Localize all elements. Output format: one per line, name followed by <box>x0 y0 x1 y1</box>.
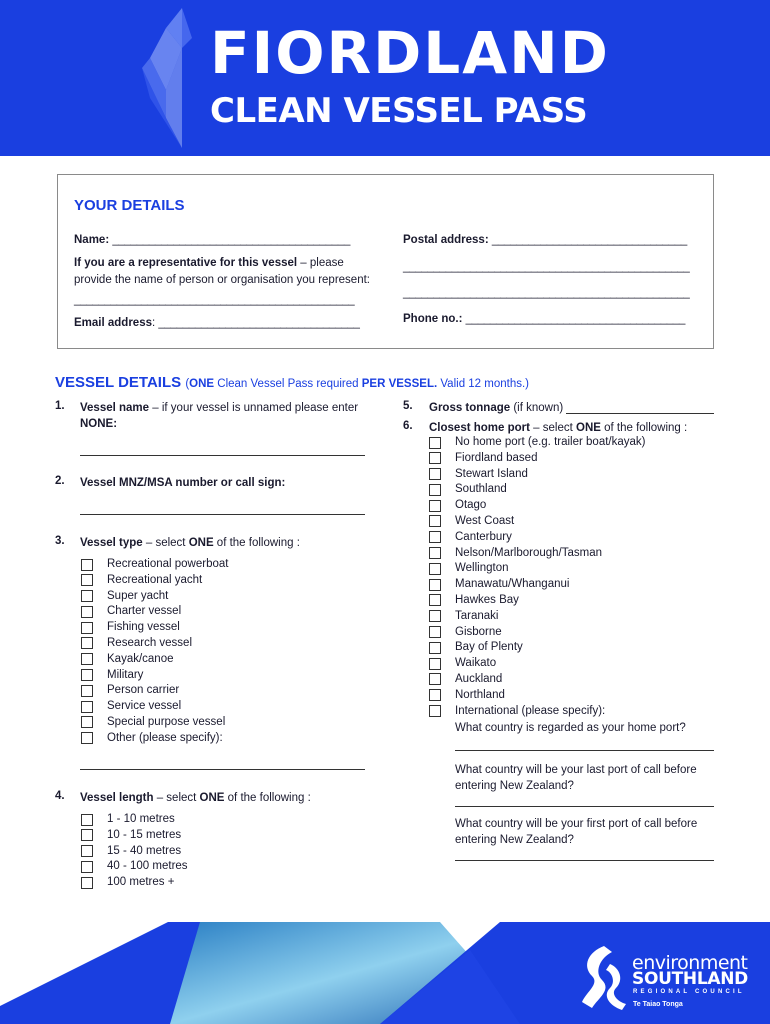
checkbox[interactable] <box>429 626 441 638</box>
home-port-option[interactable]: West Coast <box>429 514 645 530</box>
southland-swirl-icon <box>578 942 630 1012</box>
last-port-question: What country will be your last port of call before entering New Zealand? <box>455 764 697 792</box>
postal-address-line-3[interactable]: _______________________________________________ <box>403 287 690 299</box>
checkbox[interactable] <box>81 861 93 873</box>
checkbox[interactable] <box>429 579 441 591</box>
checkbox[interactable] <box>429 689 441 701</box>
vessel-type-option[interactable]: Recreational powerboat <box>81 557 228 573</box>
vessel-type-options <box>81 557 228 747</box>
q6-number: 6. <box>403 420 413 432</box>
representative-field[interactable]: ______________________________________________ <box>74 294 355 306</box>
q2-call-sign-label: Vessel MNZ/MSA number or call sign: <box>80 477 286 489</box>
checkbox[interactable] <box>81 669 93 681</box>
checkbox[interactable] <box>81 732 93 744</box>
vessel-type-option[interactable]: Research vessel <box>81 636 228 652</box>
vessel-type-option[interactable]: Special purpose vessel <box>81 715 228 731</box>
checkbox[interactable] <box>429 610 441 622</box>
vessel-type-option[interactable]: Fishing vessel <box>81 620 228 636</box>
checkbox[interactable] <box>429 484 441 496</box>
postal-address-line-2[interactable]: _______________________________________________ <box>403 261 690 273</box>
checkbox[interactable] <box>81 701 93 713</box>
home-port-option[interactable]: Northland <box>429 688 645 704</box>
email-field[interactable]: Email address: _________________________________ <box>74 317 360 329</box>
logo-te-taiao-tonga-text: Te Taiao Tonga <box>633 1001 683 1008</box>
last-port-input-line[interactable] <box>455 806 714 807</box>
checkbox[interactable] <box>81 814 93 826</box>
q1-vessel-name-label: Vessel name – if your vessel is unnamed please enter NONE: <box>80 402 359 430</box>
home-port-option[interactable]: Gisborne <box>429 625 645 641</box>
logo-regional-council-text: REGIONAL COUNCIL <box>633 989 745 995</box>
checkbox[interactable] <box>429 500 441 512</box>
vessel-type-option[interactable]: Person carrier <box>81 683 228 699</box>
fiordland-chevron-logo <box>140 8 200 150</box>
q3-vessel-type-label: Vessel type – select ONE of the following : <box>80 537 300 549</box>
name-field[interactable]: Name: _______________________________________ <box>74 234 351 246</box>
vessel-length-option[interactable]: 1 - 10 metres <box>81 812 188 828</box>
vessel-type-option[interactable]: Super yacht <box>81 589 228 605</box>
home-port-option[interactable]: Wellington <box>429 561 645 577</box>
environment-southland-logo <box>578 942 748 1022</box>
vessel-type-option[interactable]: Military <box>81 668 228 684</box>
vessel-details-title: VESSEL DETAILS (ONE Clean Vessel Pass required PER VESSEL. Valid 12 months.) <box>55 374 530 391</box>
your-details-section <box>57 174 714 349</box>
home-country-question: What country is regarded as your home port? <box>455 722 686 734</box>
postal-address-label: Postal address: <box>403 234 489 246</box>
checkbox[interactable] <box>81 590 93 602</box>
home-port-option[interactable]: No home port (e.g. trailer boat/kayak) <box>429 435 645 451</box>
logo-southland-text: SOUTHLAND <box>632 969 748 989</box>
title-fiordland: FIORDLAND <box>210 19 610 87</box>
home-port-option[interactable]: Southland <box>429 482 645 498</box>
call-sign-input-line[interactable] <box>80 514 365 515</box>
checkbox[interactable] <box>429 531 441 543</box>
q4-vessel-length-label: Vessel length – select ONE of the following : <box>80 792 311 804</box>
vessel-length-option[interactable]: 15 - 40 metres <box>81 844 188 860</box>
logo-environment-text: environment <box>632 952 748 974</box>
q4-number: 4. <box>55 790 65 802</box>
home-port-option[interactable]: Manawatu/Whanganui <box>429 577 645 593</box>
q5-gross-tonnage-label: Gross tonnage (if known) <box>429 402 564 414</box>
home-port-option[interactable]: Auckland <box>429 672 645 688</box>
home-country-input-line[interactable] <box>455 750 714 751</box>
q6-home-port-label: Closest home port – select ONE of the following : <box>429 422 688 434</box>
checkbox[interactable] <box>81 637 93 649</box>
checkbox[interactable] <box>429 563 441 575</box>
phone-label: Phone no.: <box>403 313 463 325</box>
vessel-type-option[interactable]: Recreational yacht <box>81 573 228 589</box>
vessel-type-option[interactable]: Charter vessel <box>81 604 228 620</box>
home-port-option[interactable]: Taranaki <box>429 609 645 625</box>
vessel-type-other-input-line[interactable] <box>80 769 365 770</box>
phone-field[interactable]: Phone no.: ____________________________________ <box>403 313 686 325</box>
vessel-type-option[interactable]: Other (please specify): <box>81 731 228 747</box>
gross-tonnage-input-line[interactable] <box>566 413 714 414</box>
checkbox[interactable] <box>429 468 441 480</box>
q3-number: 3. <box>55 535 65 547</box>
checkbox[interactable] <box>81 716 93 728</box>
checkbox[interactable] <box>81 829 93 841</box>
home-port-option[interactable]: Hawkes Bay <box>429 593 645 609</box>
home-port-option[interactable]: Stewart Island <box>429 467 645 483</box>
checkbox[interactable] <box>429 658 441 670</box>
home-port-option[interactable]: Nelson/Marlborough/Tasman <box>429 546 645 562</box>
checkbox[interactable] <box>81 877 93 889</box>
checkbox[interactable] <box>81 622 93 634</box>
checkbox[interactable] <box>81 574 93 586</box>
checkbox[interactable] <box>429 673 441 685</box>
q1-number: 1. <box>55 400 65 412</box>
q2-number: 2. <box>55 475 65 487</box>
home-port-option[interactable]: Otago <box>429 498 645 514</box>
checkbox[interactable] <box>81 845 93 857</box>
checkbox[interactable] <box>81 559 93 571</box>
checkbox[interactable] <box>429 705 441 717</box>
vessel-length-option[interactable]: 40 - 100 metres <box>81 859 188 875</box>
home-port-option[interactable]: Waikato <box>429 656 645 672</box>
vessel-length-option[interactable]: 100 metres + <box>81 875 188 891</box>
home-port-option[interactable]: Canterbury <box>429 530 645 546</box>
checkbox[interactable] <box>429 515 441 527</box>
vessel-length-option[interactable]: 10 - 15 metres <box>81 828 188 844</box>
checkbox[interactable] <box>429 642 441 654</box>
home-port-option[interactable]: Fiordland based <box>429 451 645 467</box>
first-port-input-line[interactable] <box>455 860 714 861</box>
vessel-type-option[interactable]: Service vessel <box>81 699 228 715</box>
home-port-option[interactable]: Bay of Plenty <box>429 640 645 656</box>
checkbox[interactable] <box>429 452 441 464</box>
vessel-length-options <box>81 812 188 891</box>
first-port-question: What country will be your first port of call before entering New Zealand? <box>455 818 698 846</box>
checkbox[interactable] <box>429 437 441 449</box>
checkbox[interactable] <box>429 547 441 559</box>
email-label: Email address <box>74 317 152 329</box>
checkbox[interactable] <box>81 606 93 618</box>
name-label: Name: <box>74 234 110 246</box>
vessel-name-input-line[interactable] <box>80 455 365 456</box>
checkbox[interactable] <box>81 653 93 665</box>
home-port-option[interactable]: International (please specify): <box>429 704 645 720</box>
representative-label: If you are a representative for this vessel – please provide the name of person or organisation you represent: <box>74 257 370 286</box>
title-clean-vessel-pass: CLEAN VESSEL PASS <box>210 91 588 131</box>
q5-number: 5. <box>403 400 413 412</box>
checkbox[interactable] <box>429 594 441 606</box>
home-port-options <box>429 435 645 719</box>
header-banner <box>0 0 770 156</box>
your-details-title: YOUR DETAILS <box>74 197 185 214</box>
vessel-type-option[interactable]: Kayak/canoe <box>81 652 228 668</box>
postal-address-field[interactable]: Postal address: ________________________________ <box>403 234 687 246</box>
checkbox[interactable] <box>81 685 93 697</box>
